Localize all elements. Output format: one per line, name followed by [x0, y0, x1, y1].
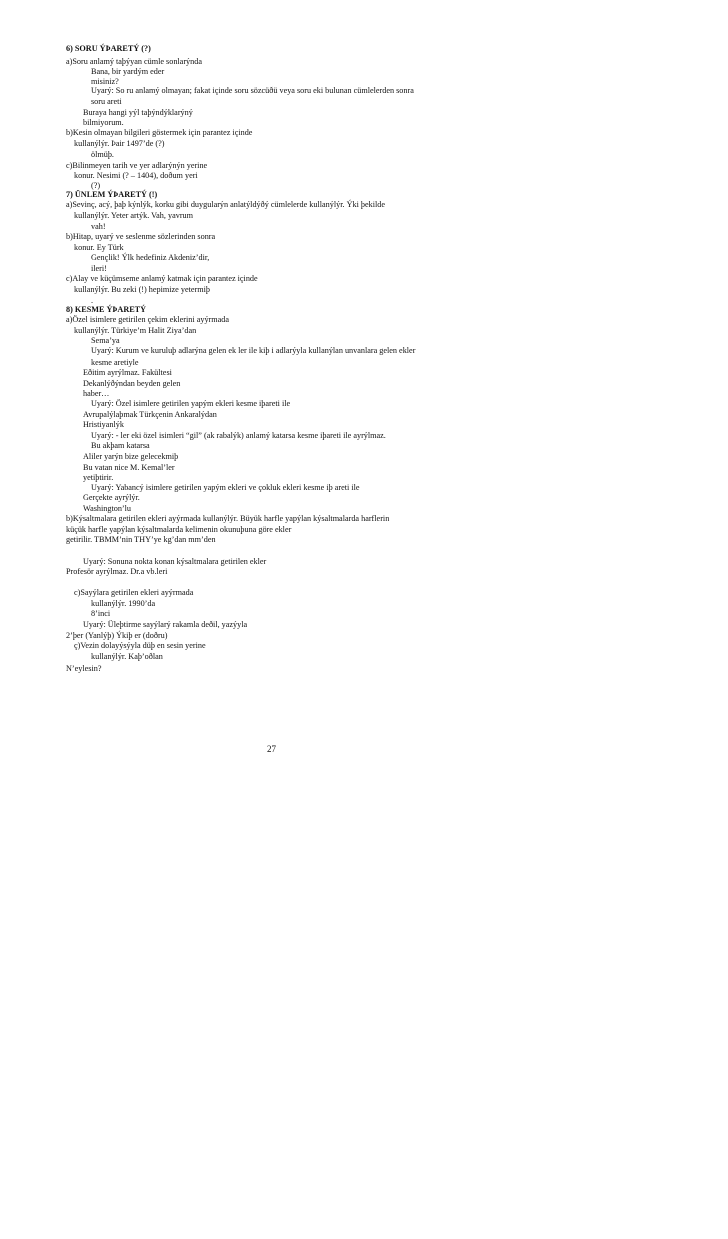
text-line: a)Soru anlamý taþýyan cümle sonlarýnda: [66, 57, 202, 66]
text-line: kullanýlýr. Kaþ’oðlan: [91, 652, 163, 661]
text-line: kesme aretiyle: [91, 358, 139, 367]
text-line: misiniz?: [91, 77, 119, 86]
text-line: yetiþtirir.: [83, 473, 114, 482]
text-line: kullanýlýr. Bu zeki (!) hepimize yetermiþ: [74, 285, 210, 294]
text-line: Uyarý: Yabancý isimlere getirilen yapým ekleri ve çokluk ekleri kesme iþ areti ile: [91, 483, 360, 492]
text-line: c)Sayýlara getirilen ekleri ayýrmada: [74, 588, 194, 597]
text-line: küçük harfle yapýlan kýsaltmalarda kelimenin okunuþuna göre ekler: [66, 525, 292, 534]
text-line: Sema’ya: [91, 336, 120, 345]
text-line: kullanýlýr. Þair 1497’de (?): [74, 139, 165, 148]
text-line: Aliler yarýn bize gelecekmiþ: [83, 452, 179, 461]
text-line: Uyarý: Özel isimlere getirilen yapým ekleri kesme iþareti ile: [91, 399, 291, 408]
text-line: 2’þer (Yanlýþ) Ýkiþ er (doðru): [66, 631, 168, 640]
text-line: bilmiyorum.: [83, 118, 124, 127]
text-line: ileri!: [91, 264, 107, 273]
text-line: konur. Nesimi (? – 1404), doðum yeri: [74, 171, 198, 180]
text-line: ç)Vezin dolayýsýyla düþ en sesin yerine: [74, 641, 206, 650]
text-line: (?): [91, 181, 101, 190]
text-line: Uyarý: Sonuna nokta konan kýsaltmalara getirilen ekler: [83, 557, 267, 566]
section-heading: 6) SORU ÝÞARETÝ (?): [66, 44, 151, 53]
text-line: kullanýlýr. Yeter artýk. Vah, yavrum: [74, 211, 194, 220]
text-line: ölmüþ.: [91, 150, 114, 159]
text-line: kullanýlýr. Türkiye’m Halit Ziya’dan: [74, 326, 197, 335]
text-line: Bu vatan nice M. Kemal’ler: [83, 463, 175, 472]
text-line: Gerçekte ayrýlýr.: [83, 493, 140, 502]
text-line: Bu akþam katarsa: [91, 441, 150, 450]
text-line: Washington’lu: [83, 504, 132, 513]
text-line: soru areti: [91, 97, 122, 106]
text-line: Uyarý: So ru anlamý olmayan; fakat içinde soru sözcüðü veya soru eki bulunan cümlelerden sonra: [91, 86, 414, 95]
text-line: b)Hitap, uyarý ve seslenme sözlerinden sonra: [66, 232, 216, 241]
text-line: c)Bilinmeyen tarih ve yer adlarýnýn yerine: [66, 161, 208, 170]
section-heading: 7) ÜNLEM ÝÞARETÝ (!): [66, 190, 158, 199]
text-line: .: [91, 296, 94, 305]
text-line: b)Kýsaltmalara getirilen ekleri ayýrmada kullanýlýr. Büyük harfle yapýlan kýsaltmalarda harflerin: [66, 514, 390, 523]
text-line: a)Sevinç, acý, þaþ kýnlýk, korku gibi duygularýn anlatýldýðý cümlelerde kullanýlýr. Ýki þekilde: [66, 200, 386, 209]
text-line: Profesör ayrýlmaz. Dr.a vb.leri: [66, 567, 168, 576]
page-number: 27: [267, 744, 276, 754]
text-line: Bana, bir yardým eder: [91, 67, 165, 76]
text-line: Hristiyanlýk: [83, 420, 124, 429]
text-line: Buraya hangi yýl taþýndýklarýný: [83, 108, 193, 117]
text-line: N’eylesin?: [66, 663, 102, 673]
text-line: Avrupalýlaþmak Türkçenin Ankaralýdan: [83, 410, 217, 419]
text-line: haber…: [83, 389, 110, 398]
text-line: konur. Ey Türk: [74, 243, 124, 252]
text-line: Uyarý: Üleþtirme sayýlarý rakamla deðil, yazýyla: [83, 620, 248, 629]
text-line: Uyarý: - ler eki özel isimleri “gil” (ak rabalýk) anlamý katarsa kesme iþareti ile ayrýlmaz.: [91, 431, 386, 440]
text-line: vah!: [91, 222, 106, 231]
text-line: a)Özel isimlere getirilen çekim eklerini ayýrmada: [66, 315, 229, 324]
text-line: Eðitim ayrýlmaz. Fakültesi: [83, 368, 172, 377]
text-line: 8’inci: [91, 609, 111, 618]
text-line: c)Alay ve küçümseme anlamý katmak için parantez içinde: [66, 274, 258, 283]
text-line: b)Kesin olmayan bilgileri göstermek için parantez içinde: [66, 128, 253, 137]
text-line: Gençlik! Ýlk hedefiniz Akdeniz’dir,: [91, 253, 210, 262]
text-line: Uyarý: Kurum ve kuruluþ adlarýna gelen ek ler ile kiþ i adlarýyla kullanýlan unvanlara gelen ekler: [91, 346, 416, 355]
text-line: getirilir. TBMM’nin THY’ye kg’dan mm’den: [66, 535, 216, 544]
section-heading: 8) KESME ÝÞARETÝ: [66, 305, 147, 314]
text-line: Dekanlýðýndan beyden gelen: [83, 379, 181, 388]
text-line: kullanýlýr. 1990’da: [91, 599, 156, 608]
